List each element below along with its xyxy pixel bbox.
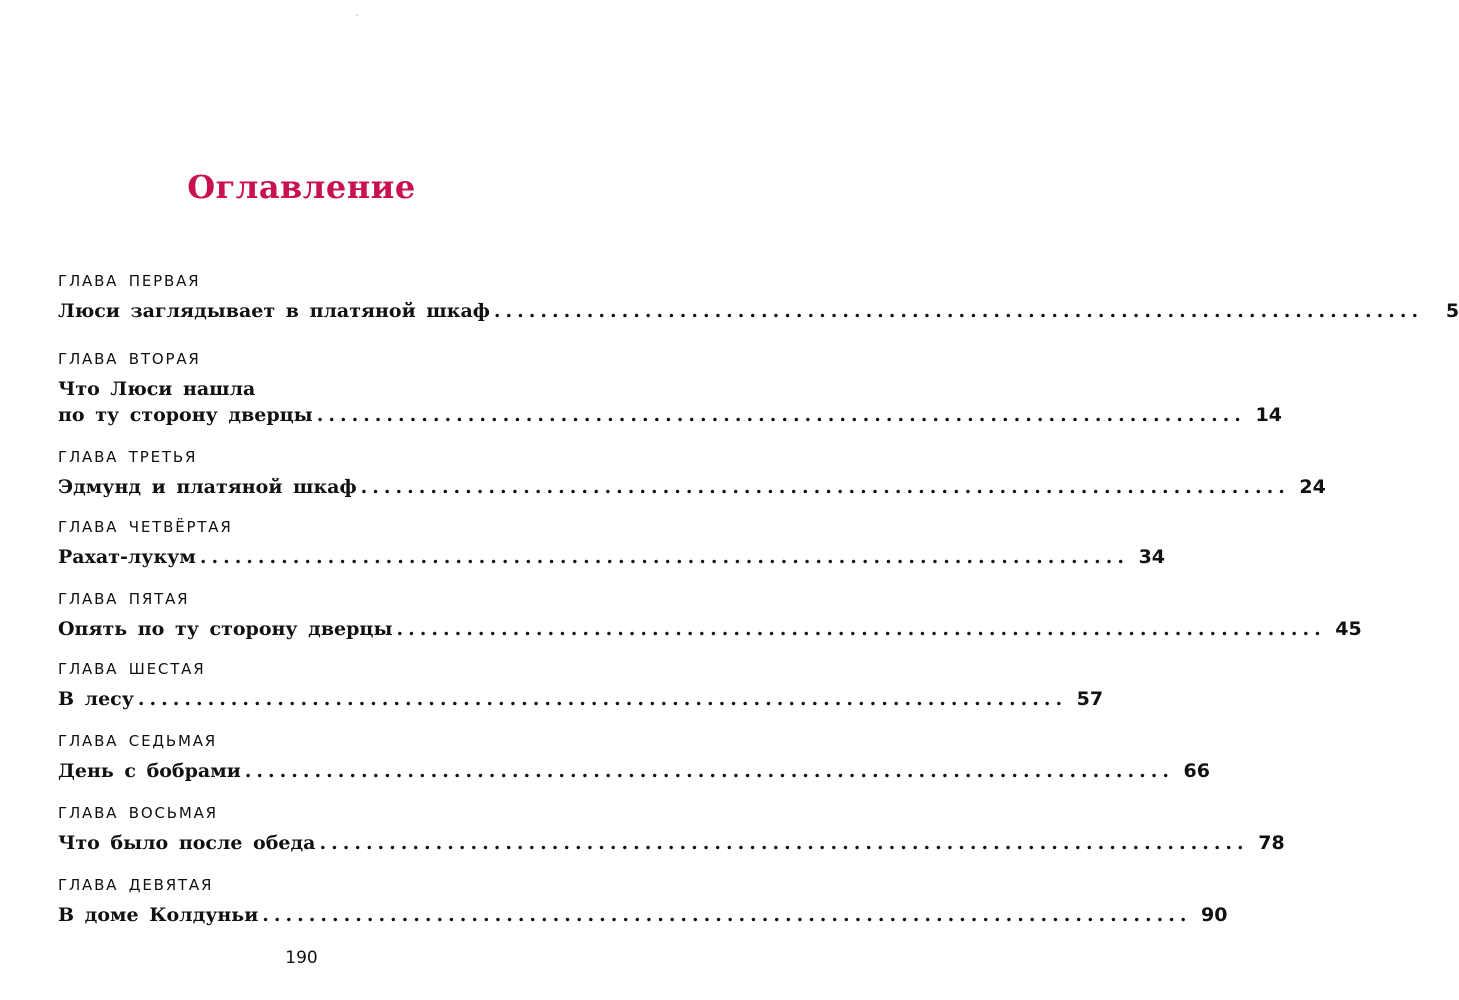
- chapter-title: Опять по ту сторону дверцы: [58, 618, 393, 640]
- chapter-title-line: [58, 474, 1326, 500]
- dot-leader: ................................................................................: [360, 476, 1290, 498]
- toc-entry-4: [58, 516, 1166, 570]
- chapter-page-number: 24: [1299, 476, 1326, 498]
- chapter-title-line: [58, 902, 1228, 928]
- chapter-label: ГЛАВА ДЕВЯТАЯ: [58, 876, 214, 894]
- dot-leader: ................................................................................: [262, 904, 1192, 926]
- toc-entry-8: [58, 802, 1285, 856]
- chapter-title-line: [58, 686, 1104, 712]
- dot-leader: ................................................................................: [319, 832, 1249, 854]
- toc-entry-9: [58, 874, 1228, 928]
- chapter-title-line: [58, 298, 1459, 324]
- dot-leader: ................................................................................: [316, 404, 1246, 426]
- chapter-title: В лесу: [58, 688, 134, 710]
- chapter-label: ГЛАВА СЕДЬМАЯ: [58, 732, 217, 750]
- chapter-label: ГЛАВА ЧЕТВЁРТАЯ: [58, 518, 233, 536]
- dot-leader: ................................................................................: [396, 618, 1326, 640]
- chapter-label: ГЛАВА ПЕРВАЯ: [58, 272, 201, 290]
- chapter-page-number: 66: [1183, 760, 1210, 782]
- chapter-page-number: 57: [1076, 688, 1104, 710]
- page-number: 190: [285, 948, 318, 968]
- toc-entry-1: [58, 270, 1459, 324]
- toc-entry-6: [58, 658, 1104, 712]
- chapter-title: В доме Колдуньи: [58, 904, 259, 926]
- toc-entry-2: [58, 348, 1282, 428]
- dot-leader: ................................................................................: [137, 688, 1068, 710]
- chapter-title: Рахат-лукум: [58, 546, 196, 568]
- chapter-title-line: [58, 616, 1362, 642]
- chapter-title: Что Люси нашла: [58, 378, 256, 400]
- chapter-title-line: [58, 544, 1166, 570]
- chapter-page-number: 90: [1201, 904, 1228, 926]
- dot-leader: ................................................................................: [199, 546, 1130, 568]
- toc-entry-5: [58, 588, 1362, 642]
- chapter-title-continued: по ту сторону дверцы: [58, 404, 313, 426]
- chapter-label: ГЛАВА ВОСЬМАЯ: [58, 804, 218, 822]
- chapter-label: ГЛАВА ШЕСТАЯ: [58, 660, 206, 678]
- chapter-label: ГЛАВА ВТОРАЯ: [58, 350, 201, 368]
- page-title: Оглавление: [187, 168, 416, 206]
- chapter-title-line: [58, 402, 1282, 428]
- chapter-title: Люси заглядывает в платяной шкаф: [58, 300, 490, 322]
- chapter-title: Эдмунд и платяной шкаф: [58, 476, 357, 498]
- dot-leader: ................................................................................: [493, 300, 1424, 322]
- chapter-page-number: 34: [1138, 546, 1166, 568]
- toc-entry-7: [58, 730, 1210, 784]
- toc-entry-3: [58, 446, 1326, 500]
- chapter-page-number: 45: [1335, 618, 1362, 640]
- chapter-title: Что было после обеда: [58, 832, 316, 854]
- chapter-page-number: 5: [1445, 300, 1459, 322]
- chapter-label: ГЛАВА ТРЕТЬЯ: [58, 448, 198, 466]
- paper-speck: [356, 14, 358, 16]
- chapter-title: День с бобрами: [58, 760, 241, 782]
- chapter-label: ГЛАВА ПЯТАЯ: [58, 590, 190, 608]
- chapter-page-number: 78: [1258, 832, 1285, 854]
- chapter-title-line: [58, 830, 1285, 856]
- chapter-title-line: [58, 376, 594, 402]
- dot-leader: ................................................................................: [244, 760, 1174, 782]
- chapter-page-number: 14: [1255, 404, 1282, 426]
- chapter-title-line: [58, 758, 1210, 784]
